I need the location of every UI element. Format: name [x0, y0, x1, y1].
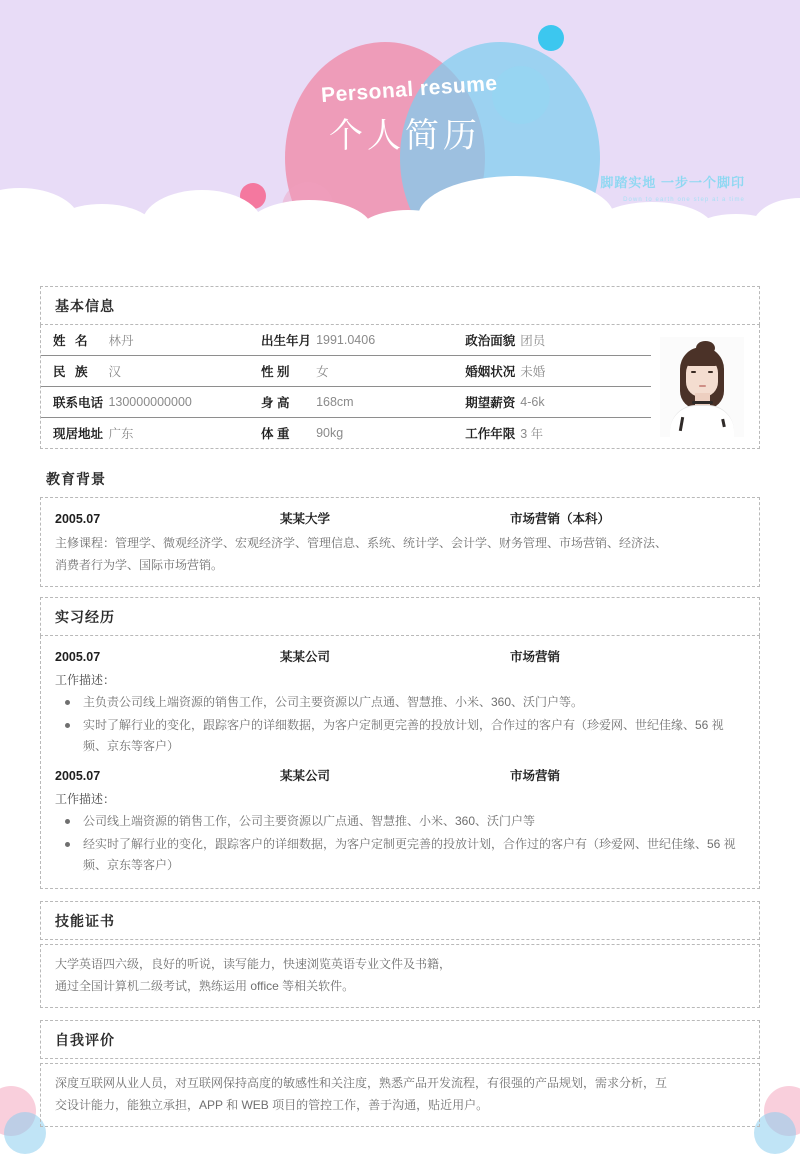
section-header-skills [40, 901, 760, 940]
education-entry-header [55, 506, 745, 532]
field-label-name: 姓 名 [41, 325, 108, 356]
education-courses-line-1: 主修课程：管理学、微观经济学、宏观经济学、管理信息、系统、统计学、会计学、财务管理、市场营销、经济法、 [55, 536, 668, 550]
internship-role: 市场营销 [510, 650, 561, 665]
field-value-weight: 90kg [316, 426, 344, 440]
photo-cell [651, 325, 759, 448]
field-value-phone: 130000000000 [108, 387, 249, 418]
resume-title-english: Personal resume [319, 71, 498, 108]
skills-panel [40, 944, 760, 1008]
field-value-work-years: 3 年 [520, 427, 544, 441]
portrait-eye-right [708, 371, 713, 374]
list-item: 实时了解行业的变化，跟踪客户的详细数据，为客户定制更完善的投放计划，合作过的客户有（珍爱网、世纪佳缘、56 视频、京东等客户） [55, 715, 745, 758]
list-item: 主负责公司线上端资源的销售工作，公司主要资源以广点通、智慧推、小米、360、沃门户等。 [55, 692, 745, 713]
field-value-name: 林丹 [108, 325, 249, 356]
field-value-political-status: 团员 [520, 325, 651, 356]
self-evaluation-line-1: 深度互联网从业人员，对互联网保持高度的敏感性和关注度，熟悉产品开发流程，有很强的产品规划，需求分析，互 [55, 1075, 668, 1090]
basic-info-panel [40, 325, 760, 449]
tagline-chinese: 脚踏实地 一步一个脚印 [600, 175, 745, 190]
field-label-work-years: 工作年限 [465, 427, 516, 441]
table-row [41, 356, 651, 387]
education-date: 2005.07 [55, 512, 101, 526]
field-label-marital-status: 婚姻状况 [453, 356, 520, 387]
table-row [41, 325, 651, 356]
field-value-marital-status: 未婚 [520, 356, 651, 387]
cloud-bump [246, 200, 372, 258]
section-header-basic-info [40, 286, 760, 325]
internship-description-label: 工作描述： [55, 673, 116, 688]
field-label-phone: 联系电话 [41, 387, 108, 418]
field-value-gender: 女 [316, 356, 453, 387]
self-evaluation-panel [40, 1063, 760, 1127]
basic-info-table [41, 325, 651, 448]
list-item: 经实时了解行业的变化，跟踪客户的详细数据，为客户定制更完善的投放计划，合作过的客户有（珍爱网、世纪佳缘、56 视频、京东等客户） [55, 834, 745, 877]
tagline-english: Down to earth one step at a time [623, 197, 745, 203]
field-value-address: 广东 [108, 427, 134, 441]
cloud-bump [48, 204, 156, 258]
internship-entry-header [55, 763, 745, 789]
table-row [41, 387, 651, 418]
avatar [660, 337, 744, 437]
internship-company: 某某公司 [280, 769, 331, 784]
self-evaluation-line-2: 交设计能力，能独立承担，APP 和 WEB 项目的管控工作，善于沟通，贴近用户。 [55, 1098, 489, 1113]
table-row [41, 418, 651, 449]
section-title-skills: 技能证书 [55, 912, 115, 929]
section-title-self-evaluation: 自我评价 [55, 1031, 115, 1048]
field-label-expected-salary: 期望薪资 [453, 387, 520, 418]
internship-date: 2005.07 [55, 650, 101, 665]
field-label-weight: 体 重 [261, 427, 290, 441]
field-label-political-status: 政治面貌 [453, 325, 520, 356]
field-label-height: 身 高 [249, 387, 316, 418]
internship-entry [55, 644, 745, 757]
internship-entry-header [55, 644, 745, 670]
internship-date: 2005.07 [55, 769, 101, 784]
resume-content [0, 258, 800, 1127]
internship-bullet-list [55, 692, 745, 757]
internship-panel [40, 636, 760, 888]
education-major: 市场营销（本科） [510, 512, 611, 526]
internship-description-label: 工作描述： [55, 792, 116, 807]
education-courses-line-2: 消费者行为学、国际市场营销。 [55, 558, 224, 573]
portrait-fringe [684, 352, 720, 366]
cyan-dot-decoration [538, 25, 564, 51]
internship-entry [55, 763, 745, 876]
field-label-address: 现居地址 [53, 427, 104, 441]
skills-line-1: 大学英语四六级，良好的听说，读写能力，快速浏览英语专业文件及书籍， [55, 956, 452, 971]
list-item: 公司线上端资源的销售工作，公司主要资源以广点通、智慧推、小米、360、沃门户等 [55, 811, 745, 832]
blue-small-circle-decoration [492, 66, 550, 124]
field-value-height: 168cm [316, 387, 453, 418]
section-header-internship [40, 597, 760, 636]
cloud-bump [418, 176, 614, 258]
field-label-birthdate: 出生年月 [249, 325, 316, 356]
field-value-expected-salary: 4-6k [520, 387, 651, 418]
portrait-eye-left [691, 371, 696, 374]
education-panel [40, 497, 760, 587]
internship-bullet-list [55, 811, 745, 876]
section-title-education: 教育背景 [46, 471, 106, 487]
section-header-education [40, 459, 760, 493]
field-label-gender: 性 别 [249, 356, 316, 387]
tagline-block [600, 172, 745, 203]
cloud-bump [142, 190, 262, 258]
field-value-ethnicity: 汉 [108, 356, 249, 387]
field-value-birthdate: 1991.0406 [316, 325, 453, 356]
section-title-internship: 实习经历 [55, 609, 115, 626]
internship-role: 市场营销 [510, 769, 561, 784]
field-label-ethnicity: 民 族 [41, 356, 108, 387]
resume-header-banner [0, 0, 800, 258]
internship-company: 某某公司 [280, 650, 331, 665]
education-school: 某某大学 [280, 512, 331, 526]
skills-line-2: 通过全国计算机二级考试，熟练运用 office 等相关软件。 [55, 978, 355, 993]
portrait-choker [692, 401, 713, 404]
portrait-mouth [699, 385, 706, 387]
resume-title-chinese: 个人简历 [329, 117, 481, 155]
section-title-basic-info: 基本信息 [55, 298, 115, 314]
section-header-self-evaluation [40, 1020, 760, 1059]
